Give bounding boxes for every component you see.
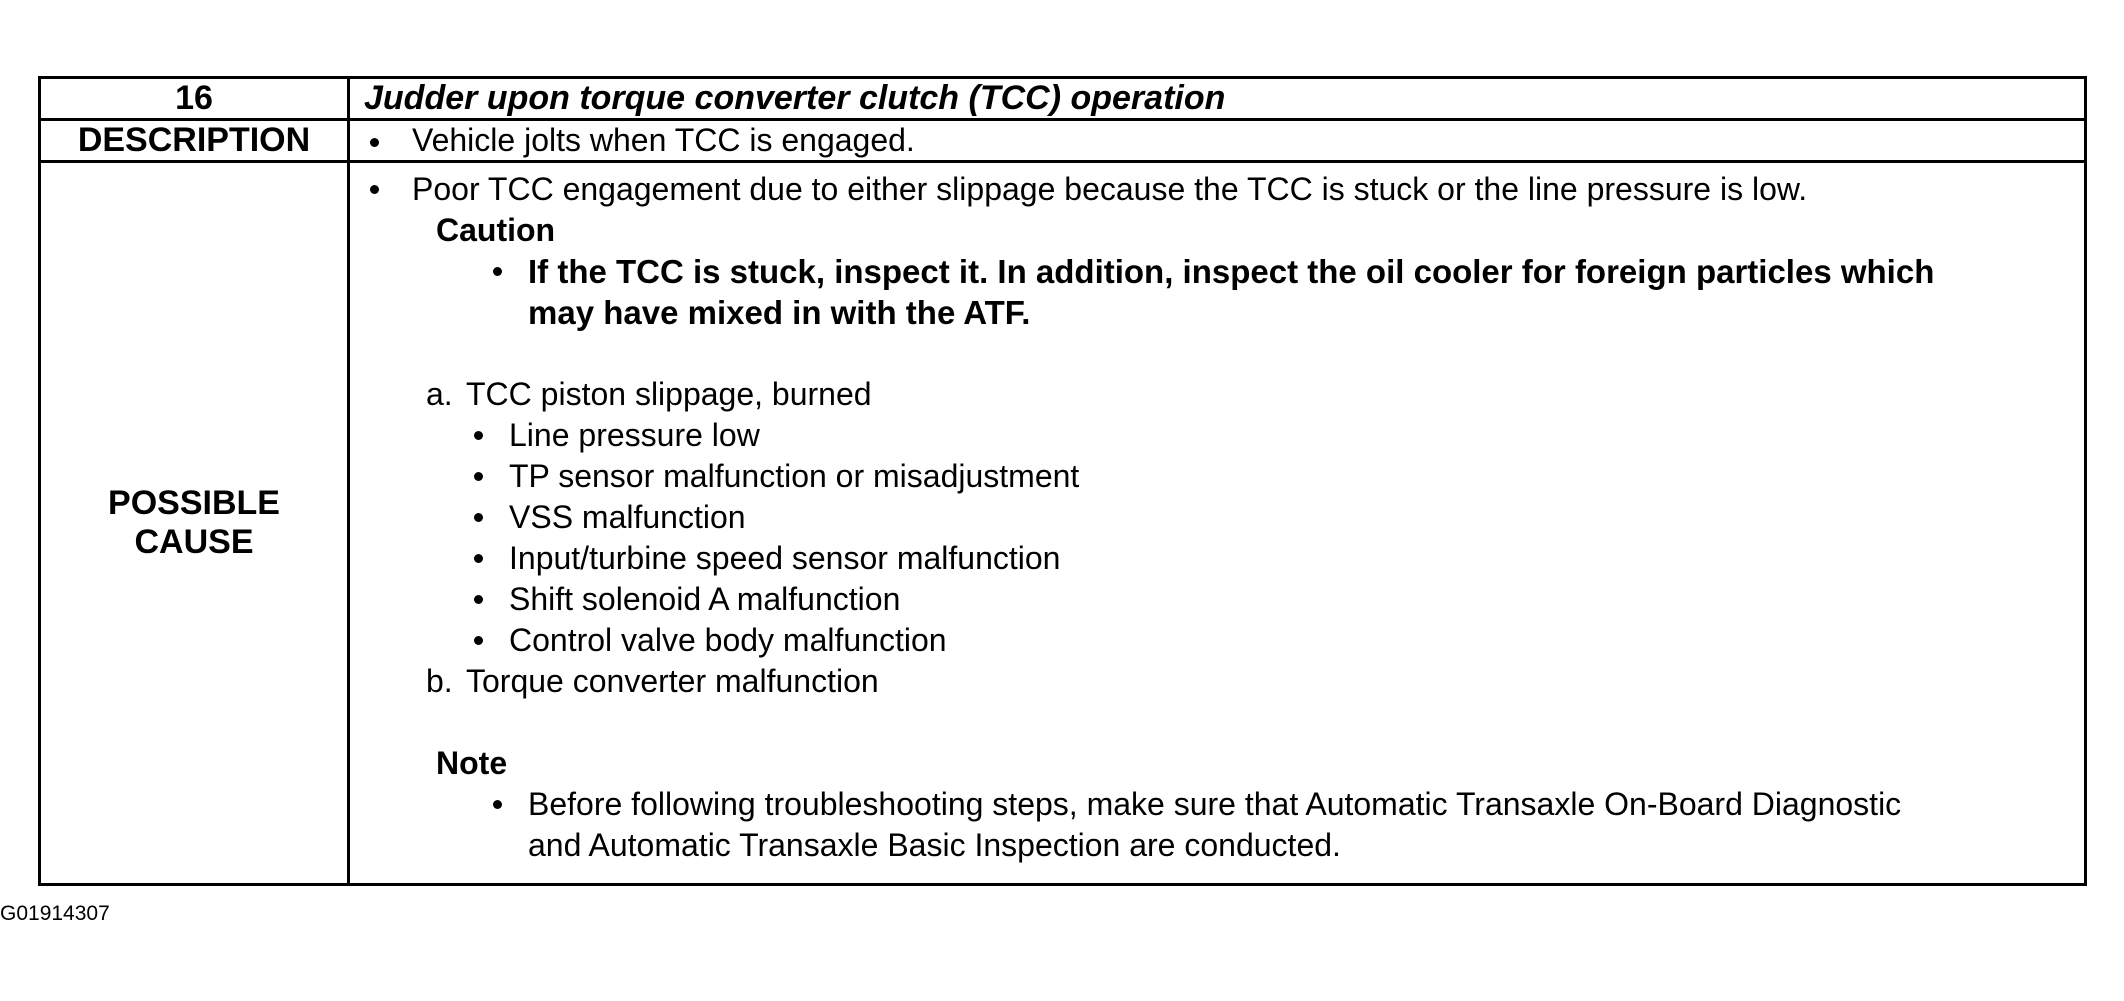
list-item xyxy=(370,538,2074,579)
cause-intro-text: Poor TCC engagement due to either slippage because the TCC is stuck or the line pressure is low. xyxy=(412,171,1808,207)
bullet-icon xyxy=(474,472,483,481)
list-item xyxy=(370,415,2074,456)
list-item-text: Line pressure low xyxy=(509,417,760,453)
caution-text-line2: may have mixed in with the ATF. xyxy=(528,294,1031,331)
note-label: Note xyxy=(436,745,508,781)
list-item-text: Control valve body malfunction xyxy=(509,622,947,658)
description-text: Vehicle jolts when TCC is engaged. xyxy=(412,122,915,158)
description-row xyxy=(40,120,2086,162)
note-text xyxy=(528,784,1901,866)
item-number: 16 xyxy=(40,78,349,120)
bullet-icon xyxy=(474,513,483,522)
cause-b xyxy=(370,661,2074,702)
bullet-icon xyxy=(493,800,502,809)
bullet-icon xyxy=(474,554,483,563)
note-text-line2: and Automatic Transaxle Basic Inspection are conducted. xyxy=(528,827,1341,863)
cause-b-text: Torque converter malfunction xyxy=(466,663,879,699)
bullet-icon xyxy=(474,595,483,604)
list-item xyxy=(370,497,2074,538)
table-header-row xyxy=(40,78,2086,120)
list-item xyxy=(370,620,2074,661)
bullet-icon xyxy=(493,267,502,276)
list-item-text: Input/turbine speed sensor malfunction xyxy=(509,540,1061,576)
bullet-icon xyxy=(370,138,379,147)
list-item-text: Shift solenoid A malfunction xyxy=(509,581,901,617)
bullet-icon xyxy=(474,431,483,440)
description-label: DESCRIPTION xyxy=(40,120,349,162)
cause-b-label: b. xyxy=(426,663,453,699)
bullet-icon xyxy=(370,185,379,194)
possible-cause-cell xyxy=(349,162,2086,885)
cause-intro-item xyxy=(370,169,2074,210)
note-item xyxy=(370,784,2074,866)
possible-cause-label-line1: POSSIBLE xyxy=(108,484,280,522)
cause-a-label: a. xyxy=(426,376,453,412)
cause-a-text: TCC piston slippage, burned xyxy=(466,376,872,412)
caution-text-line1: If the TCC is stuck, inspect it. In addition, inspect the oil cooler for foreign particles which xyxy=(528,253,1935,290)
symptom-title: Judder upon torque converter clutch (TCC) operation xyxy=(349,78,2086,120)
list-item xyxy=(370,456,2074,497)
possible-cause-row xyxy=(40,162,2086,885)
cause-a xyxy=(370,374,2074,415)
cause-a-list xyxy=(370,415,2074,661)
description-cell xyxy=(349,120,2086,162)
troubleshooting-table xyxy=(38,76,2087,886)
note-text-line1: Before following troubleshooting steps, make sure that Automatic Transaxle On-Board Diagnostic xyxy=(528,786,1902,822)
possible-cause-label xyxy=(40,162,349,885)
caution-label: Caution xyxy=(436,212,556,248)
caution-text xyxy=(528,251,1934,333)
possible-cause-label-line2: CAUSE xyxy=(134,523,254,561)
bullet-icon xyxy=(474,636,483,645)
list-item-text: VSS malfunction xyxy=(509,499,746,535)
description-item xyxy=(370,122,2084,159)
caution-item xyxy=(370,251,2074,333)
list-item xyxy=(370,579,2074,620)
list-item-text: TP sensor malfunction or misadjustment xyxy=(509,458,1080,494)
figure-code: G01914307 xyxy=(0,902,110,925)
